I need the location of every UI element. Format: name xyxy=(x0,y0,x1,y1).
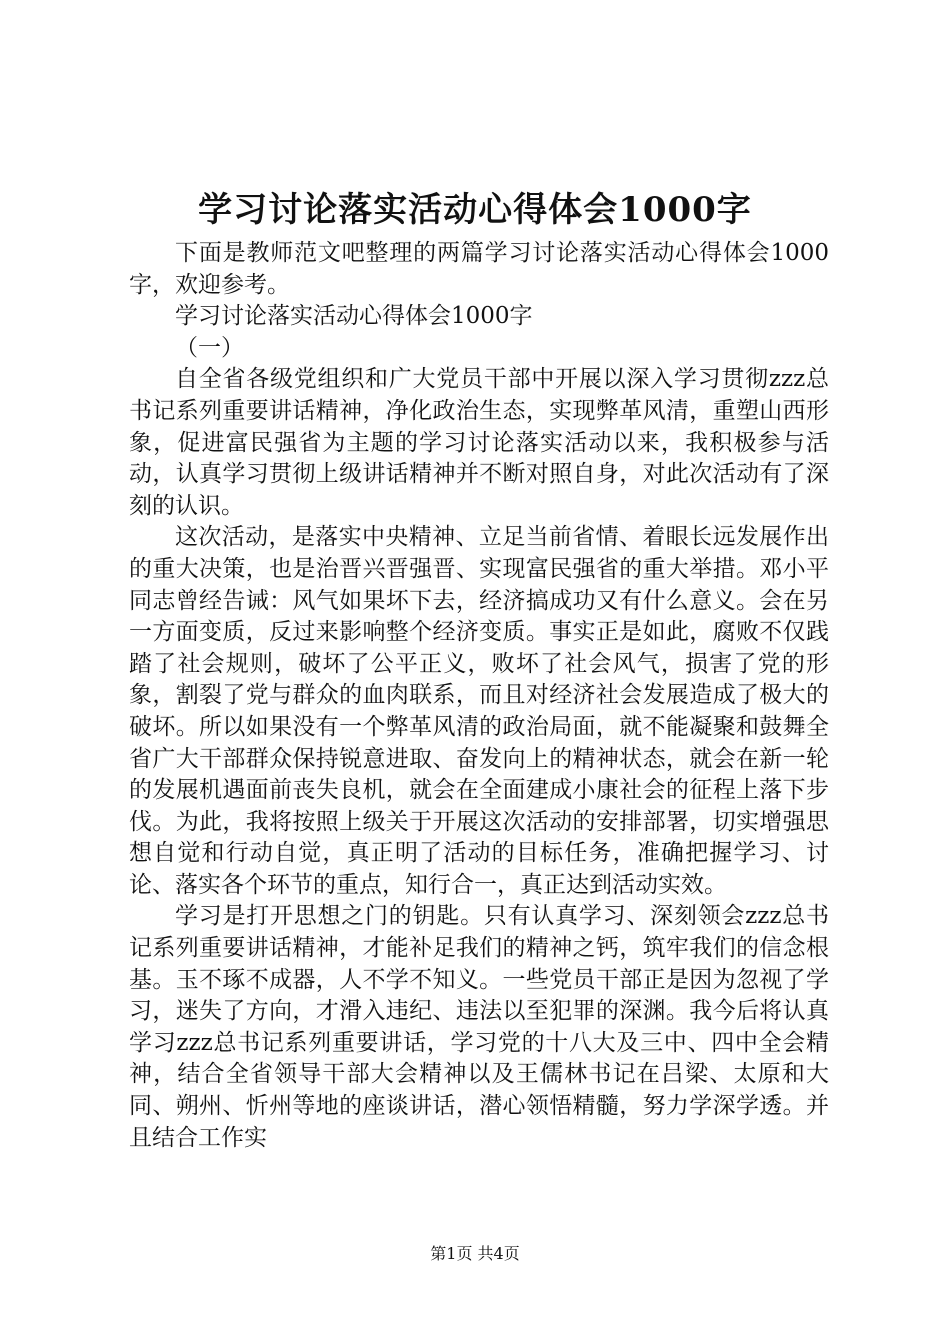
document-title: 学习讨论落实活动心得体会1000字 xyxy=(198,190,752,230)
body-paragraph: 学习是打开思想之门的钥匙。只有认真学习、深刻领会zzz总书记系列重要讲话精神，才能补足我们的精神之钙，筑牢我们的信念根基。玉不琢不成器，人不学不知义。一些党员干部正是因为忽视了学习，迷失了方向，才滑入违纪、违法以至犯罪的深渊。我今后将认真学习zzz总书记系列重要讲话，学习党的十八大及三中、四中全会精神，结合全省领导干部大会精神以及王儒林书记在吕梁、太原和大同、朔州、忻州等地的座谈讲话，潜心领悟精髓，努力学深学透。并且结合工作实 xyxy=(129,903,829,1151)
document-body xyxy=(129,238,829,1154)
body-paragraph: 自全省各级党组织和广大党员干部中开展以深入学习贯彻zzz总书记系列重要讲话精神，净化政治生态，实现弊革风清，重塑山西形象，促进富民强省为主题的学习讨论落实活动以来，我积极参与活动，认真学习贯彻上级讲话精神并不断对照自身，对此次活动有了深刻的认识。 xyxy=(129,366,829,519)
section-number: （一） xyxy=(175,334,244,361)
body-paragraph: 这次活动，是落实中央精神、立足当前省情、着眼长远发展作出的重大决策，也是治晋兴晋强晋、实现富民强省的重大举措。邓小平同志曾经告诫：风气如果坏下去，经济搞成功又有什么意义。会在另一方面变质，反过来影响整个经济变质。事实正是如此，腐败不仅践踏了社会规则，破坏了公平正义，败坏了社会风气，损害了党的形象，割裂了党与群众的血肉联系，而且对经济社会发展造成了极大的破坏。所以如果没有一个弊革风清的政治局面，就不能凝聚和鼓舞全省广大干部群众保持锐意进取、奋发向上的精神状态，就会在新一轮的发展机遇面前丧失良机，就会在全面建成小康社会的征程上落下步伐。为此，我将按照上级关于开展这次活动的安排部署，切实增强思想自觉和行动自觉，真正明了活动的目标任务，准确把握学习、讨论、落实各个环节的重点，知行合一，真正达到活动实效。 xyxy=(129,524,829,898)
section-heading: 学习讨论落实活动心得体会1000字 xyxy=(175,303,533,330)
page-footer: 第1页 共4页 xyxy=(430,1244,520,1263)
intro-paragraph: 下面是教师范文吧整理的两篇学习讨论落实活动心得体会1000字，欢迎参考。 xyxy=(129,240,829,298)
